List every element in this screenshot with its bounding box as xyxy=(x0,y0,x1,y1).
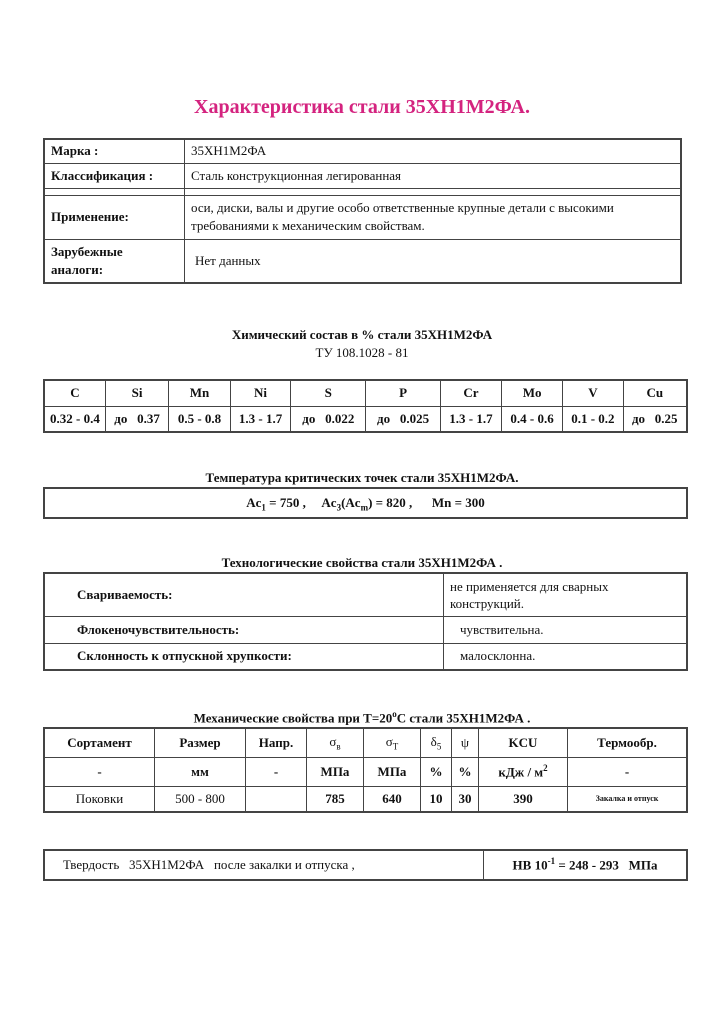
chem-value: до 0.022 xyxy=(291,406,366,432)
critical-title: Температура критических точек стали 35ХН1М2ФА. xyxy=(205,470,519,485)
sigma-b-sub: в xyxy=(336,741,341,752)
ac1-sub: 1 xyxy=(261,502,266,513)
ac1-label: Ac xyxy=(246,495,262,510)
mech-title-post: C стали 35ХН1М2ФА . xyxy=(396,710,531,726)
mech-row-dir xyxy=(246,786,307,812)
tech-table xyxy=(43,572,688,671)
mech-row-sigma-t: 640 xyxy=(364,786,421,812)
ac3-label: Ac xyxy=(321,495,337,510)
info-table xyxy=(43,138,682,284)
foreign-value: Нет данных xyxy=(185,239,682,283)
critical-box xyxy=(43,487,688,519)
chem-header: S xyxy=(291,380,366,406)
spacer-cell xyxy=(44,188,185,195)
chem-value: 0.4 - 0.6 xyxy=(501,406,562,432)
mech-title xyxy=(0,709,724,726)
kcu-unit: кДж / м xyxy=(498,764,544,780)
mn-value: Mn = 300 xyxy=(431,495,485,510)
chem-value: 1.3 - 1.7 xyxy=(440,406,501,432)
chem-header: Cu xyxy=(623,380,687,406)
hb-sup: -1 xyxy=(547,856,556,867)
sigma-t-symbol: σ xyxy=(385,733,393,749)
chem-title: Химический состав в % стали 35ХН1М2ФА xyxy=(231,327,493,342)
tech-value: малосклонна. xyxy=(444,643,688,670)
chem-value: до 0.37 xyxy=(105,406,168,432)
tech-value: не применяется для сварных конструкций. xyxy=(444,573,688,616)
mech-header-delta xyxy=(421,728,452,757)
mech-row-sortament: Поковки xyxy=(44,786,155,812)
tech-title: Технологические свойства стали 35ХН1М2ФА . xyxy=(221,555,503,570)
mech-unit-size: мм xyxy=(155,757,246,786)
delta-sub: 5 xyxy=(436,741,442,752)
mech-row-kcu: 390 xyxy=(479,786,568,812)
mech-header-kcu: KCU xyxy=(479,728,568,757)
kcu-unit-sup: 2 xyxy=(543,762,548,773)
foreign-label: Зарубежные аналоги: xyxy=(44,239,185,283)
sigma-t-sub: T xyxy=(392,741,399,752)
ac3-mid: (Ac xyxy=(341,495,361,510)
chem-value: 0.32 - 0.4 xyxy=(44,406,105,432)
tech-label: Свариваемость: xyxy=(44,573,444,616)
mech-unit-sigma-b: МПа xyxy=(307,757,364,786)
grade-value: 35ХН1М2ФА xyxy=(185,139,682,163)
mech-unit-delta: % xyxy=(421,757,452,786)
mech-row-psi: 30 xyxy=(452,786,479,812)
hardness-value xyxy=(484,850,688,880)
chem-header: C xyxy=(44,380,105,406)
mech-title-sup: o xyxy=(392,709,397,719)
mech-row-sigma-b: 785 xyxy=(307,786,364,812)
hb-value: = 248 - 293 МПа xyxy=(555,857,658,873)
tech-label: Склонность к отпускной хрупкости: xyxy=(44,643,444,670)
mech-header-heat: Термообр. xyxy=(568,728,688,757)
page-title: Характеристика стали 35ХН1М2ФА. xyxy=(194,96,530,118)
class-value: Сталь конструкционная легированная xyxy=(185,163,682,188)
ac3-value: ) = 820 , xyxy=(368,495,413,510)
tech-value: чувствительна. xyxy=(444,616,688,643)
mech-unit-heat: - xyxy=(568,757,688,786)
mech-header-sigma-b xyxy=(307,728,364,757)
chem-standard: ТУ 108.1028 - 81 xyxy=(315,345,409,360)
mech-unit-dir: - xyxy=(246,757,307,786)
spacer-cell xyxy=(185,188,682,195)
mech-row-size: 500 - 800 xyxy=(155,786,246,812)
chem-header: Mo xyxy=(501,380,562,406)
mech-row-delta: 10 xyxy=(421,786,452,812)
mech-title-pre: Механические свойства при Т=20 xyxy=(193,710,393,726)
mech-header-sigma-t xyxy=(364,728,421,757)
sigma-b-symbol: σ xyxy=(329,733,337,749)
chem-value: 0.5 - 0.8 xyxy=(169,406,230,432)
chem-header: Ni xyxy=(230,380,291,406)
class-label: Классификация : xyxy=(44,163,185,188)
hardness-label: Твердость 35ХН1М2ФА после закалки и отпуска , xyxy=(44,850,484,880)
chem-value: 1.3 - 1.7 xyxy=(230,406,291,432)
chem-value: до 0.025 xyxy=(366,406,441,432)
mech-row-heat: Закалка и отпуск xyxy=(568,786,688,812)
hardness-table xyxy=(43,849,688,881)
ac3-sub2: m xyxy=(360,502,369,513)
use-label: Применение: xyxy=(44,195,185,239)
mech-header-size: Размер xyxy=(155,728,246,757)
grade-label: Марка : xyxy=(44,139,185,163)
chem-header: Mn xyxy=(169,380,230,406)
ac3-sub: 3 xyxy=(336,502,342,513)
ac1-value: = 750 , xyxy=(265,495,306,510)
chem-value: 0.1 - 0.2 xyxy=(563,406,623,432)
mech-unit-sortament: - xyxy=(44,757,155,786)
mech-header-sortament: Сортамент xyxy=(44,728,155,757)
tech-label: Флокеночувствительность: xyxy=(44,616,444,643)
chem-header: P xyxy=(366,380,441,406)
chem-header: Cr xyxy=(440,380,501,406)
mech-unit-psi: % xyxy=(452,757,479,786)
delta-symbol: δ xyxy=(430,733,437,749)
mech-header-dir: Напр. xyxy=(246,728,307,757)
chem-header: Si xyxy=(105,380,168,406)
chem-table xyxy=(43,379,688,433)
use-value: оси, диски, валы и другие особо ответственные крупные детали с высокими требованиями к механическим свойствам. xyxy=(185,195,682,239)
mech-unit-sigma-t: МПа xyxy=(364,757,421,786)
mech-table xyxy=(43,727,688,813)
mech-header-psi: ψ xyxy=(452,728,479,757)
mech-unit-kcu xyxy=(479,757,568,786)
chem-value: до 0.25 xyxy=(623,406,687,432)
hb-label: HB 10 xyxy=(512,857,548,873)
chem-header: V xyxy=(563,380,623,406)
